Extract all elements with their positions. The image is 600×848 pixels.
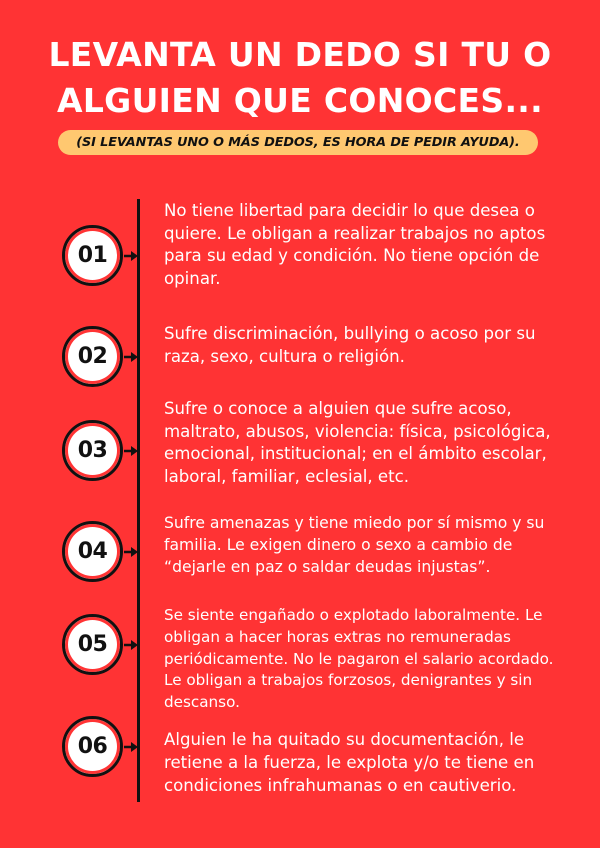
step-badge-02	[62, 326, 123, 387]
timeline-line	[137, 199, 140, 802]
subtitle-pill	[58, 130, 538, 155]
step-badge-01	[62, 225, 123, 286]
arrow-right-icon	[124, 546, 138, 558]
subtitle-text: (SI LEVANTAS UNO O MÁS DEDOS, ES HORA DE PEDIR AYUDA).	[76, 135, 520, 150]
step-number: 01	[77, 243, 108, 268]
step-text-05: Se siente engañado o explotado laboralmente. Le obligan a hacer horas extras no remuneradas periódicamente. No le pagaron el salario acordado. Le obligan a trabajos forzosos, denigrantes y sin descanso.	[164, 606, 554, 712]
title-line-2: ALGUIEN QUE CONOCES...	[57, 81, 543, 120]
step-badge-03	[62, 420, 123, 481]
step-badge-04	[62, 521, 123, 582]
title-line-1: LEVANTA UN DEDO SI TU O	[48, 35, 552, 74]
step-number: 04	[77, 539, 108, 564]
arrow-right-icon	[124, 639, 138, 651]
step-text-04: Sufre amenazas y tiene miedo por sí mismo y su familia. Le exigen dinero o sexo a cambio de “dejarle en paz o saldar deudas injustas”.	[164, 514, 545, 576]
step-text-02: Sufre discriminación, bullying o acoso por su raza, sexo, cultura o religión.	[164, 324, 536, 366]
step-number: 05	[77, 632, 108, 657]
arrow-right-icon	[124, 250, 138, 262]
step-number: 06	[77, 734, 108, 759]
step-badge-06	[62, 716, 123, 777]
step-number: 03	[77, 438, 108, 463]
step-text-06: Alguien le ha quitado su documentación, le retiene a la fuerza, le explota y/o te tiene en condiciones infrahumanas o en cautiverio.	[164, 730, 535, 795]
step-number: 02	[77, 344, 108, 369]
arrow-right-icon	[124, 445, 138, 457]
step-badge-05	[62, 614, 123, 675]
arrow-right-icon	[124, 741, 138, 753]
step-text-01: No tiene libertad para decidir lo que desea o quiere. Le obligan a realizar trabajos no aptos para su edad y condición. No tiene opción de opinar.	[164, 201, 546, 288]
step-text-03: Sufre o conoce a alguien que sufre acoso, maltrato, abusos, violencia: física, psicológica, emocional, institucional; en el ámbito escolar, laboral, familiar, eclesial, etc.	[164, 399, 551, 486]
page-title	[0, 32, 600, 124]
arrow-right-icon	[124, 351, 138, 363]
